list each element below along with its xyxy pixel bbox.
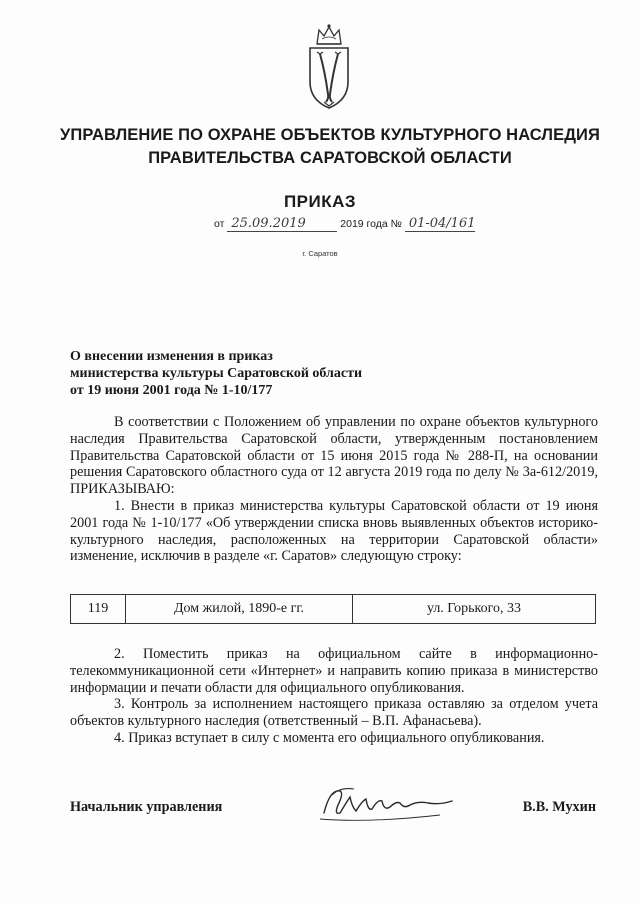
paragraph-item-1: 1. Внести в приказ министерства культуры Саратовской области от 19 июня 2001 года № 1-10/177 «Об утверждении списка вновь выявленных объектов историко-культурного наследия, расположенных на территории Саратовской области» изменение, исключив в разделе «г. Саратов» следующую строку: [70,497,598,565]
organization-header [40,124,620,170]
signer-name: В.В. Мухин [522,799,596,815]
subject-line3: от 19 июня 2001 года № 1-10/177 [70,383,273,398]
paragraph-item-2: 2. Поместить приказ на официальном сайте в информационно-телекоммуникационной сети «Интернет» и направить копию приказа в министерство информации и печати области для официального опубликования. [70,646,598,696]
subject-line2: министерства культуры Саратовской области [70,366,363,381]
handwritten-signature-icon [310,783,470,827]
order-date-number-line [214,216,514,232]
organization-name-line1: УПРАВЛЕНИЕ ПО ОХРАНЕ ОБЪЕКТОВ КУЛЬТУРНОГО НАСЛЕДИЯ [60,126,600,144]
subject-line1: О внесении изменения в приказ [70,349,273,364]
year-label: 2019 года № [340,218,402,230]
entry-number-cell: 119 [71,595,126,624]
signer-position: Начальник управления [70,799,223,815]
organization-name-line2: ПРАВИТЕЛЬСТВА САРАТОВСКОЙ ОБЛАСТИ [148,149,512,167]
handwritten-date: 25.09.2019 [227,216,337,232]
entry-address-cell: ул. Горького, 33 [353,595,596,624]
from-label: от [214,218,225,230]
order-subject [70,348,470,399]
body-section-bottom [70,646,598,747]
paragraph-item-4: 4. Приказ вступает в силу с момента его официального опубликования. [114,729,545,746]
body-section-top [70,414,598,565]
order-title: ПРИКАЗ [283,192,357,211]
excluded-entry-table [70,594,596,624]
city-label: г. Саратов [302,249,338,258]
paragraph-preamble: В соответствии с Положением об управлении по охране объектов культурного наследия Правительства Саратовской области, утвержденным постановлением Правительства Саратовской области от 15 июня 2015 года № 288-П, на основании решения Саратовского областного суда от 12 августа 2019 года по делу № 3а-612/2019, ПРИКАЗЫВАЮ: [70,414,598,498]
handwritten-number: 01-04/161 [405,216,475,232]
table-row [71,595,596,624]
coat-of-arms-icon [304,22,354,112]
entry-object-cell: Дом жилой, 1890-е гг. [126,595,353,624]
paragraph-item-3: 3. Контроль за исполнением настоящего приказа оставляю за отделом учета объектов культурного наследия (ответственный – В.П. Афанасьева). [70,696,598,730]
signature-block [70,799,598,839]
